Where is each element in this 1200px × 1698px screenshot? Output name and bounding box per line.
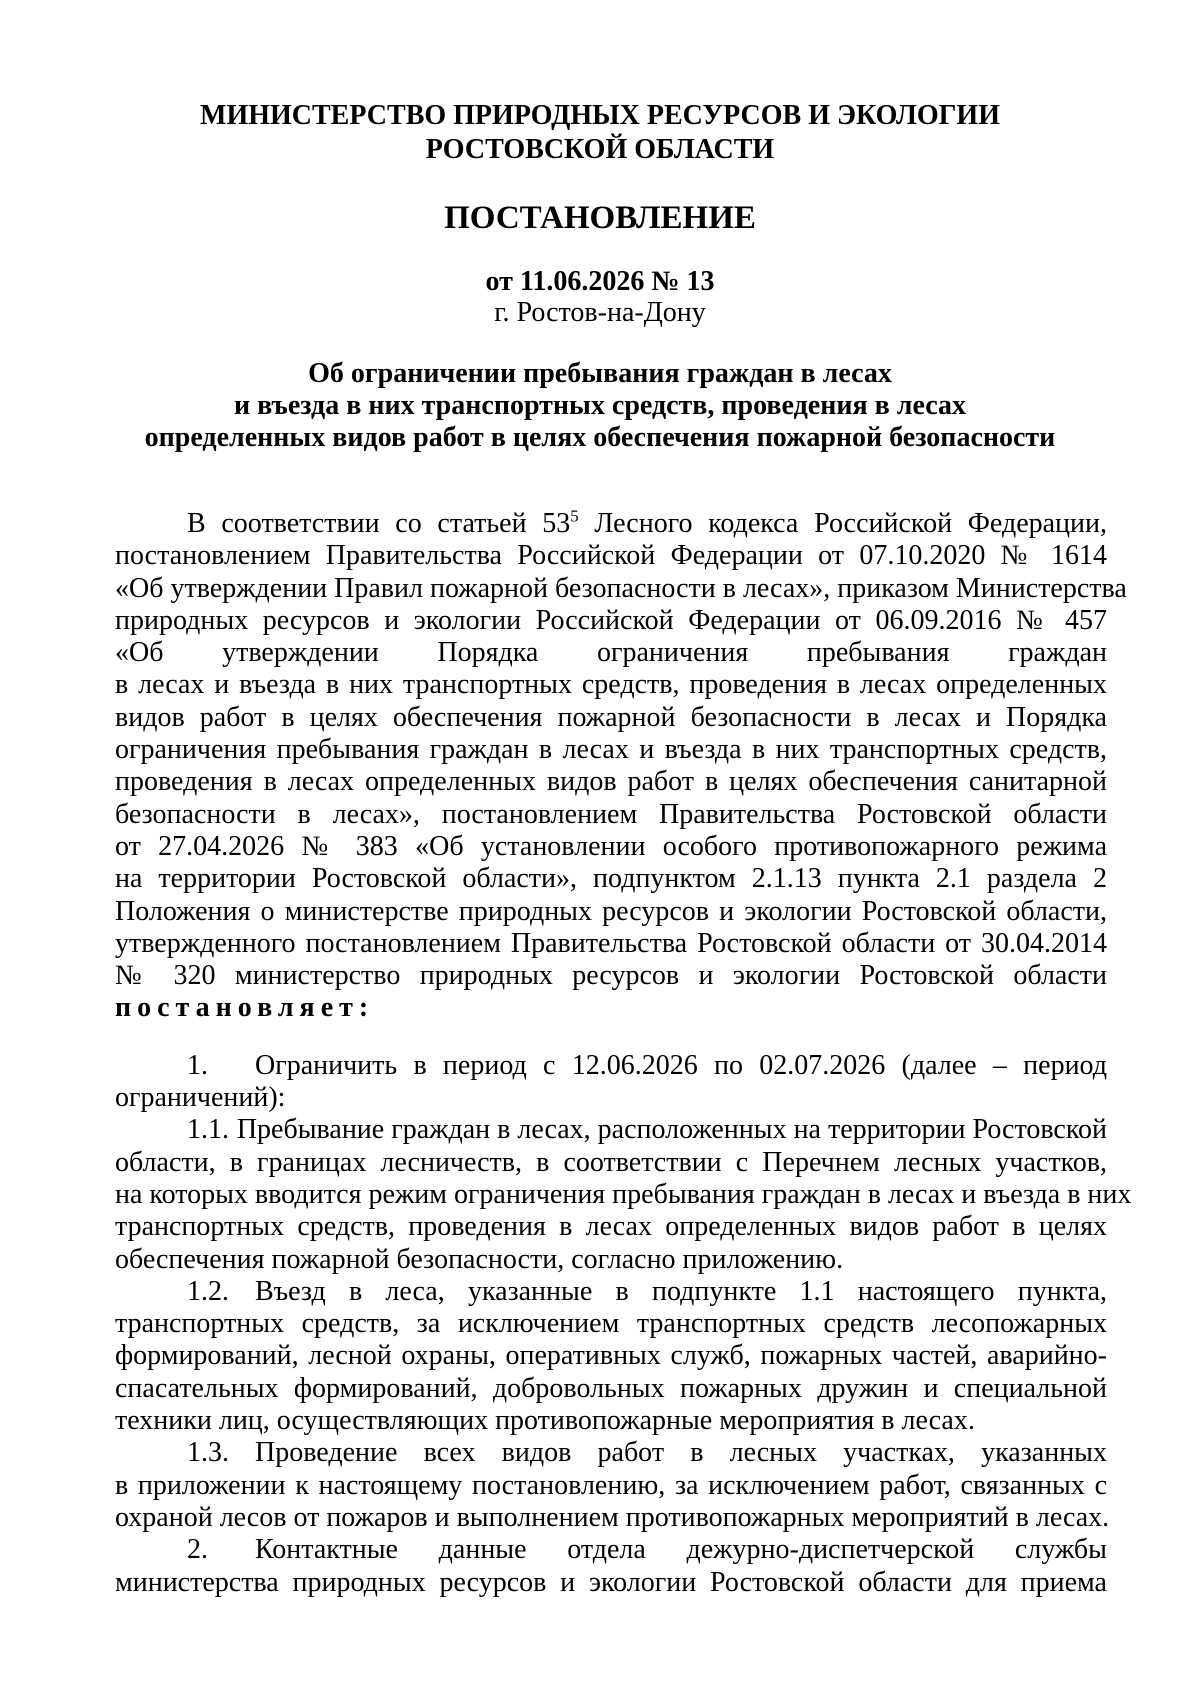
subject-line3: определенных видов работ в целях обеспечения пожарной безопасности — [144, 422, 1056, 453]
preamble-line — [115, 508, 1107, 540]
item-1-2-line — [115, 1276, 1107, 1308]
item-1-2-line: спасательных формирований, добровольных пожарных дружин и специальной — [115, 1372, 1107, 1404]
item-1-2-line: формирований, лесной охраны, оперативных служб, пожарных частей, аварийно- — [115, 1340, 1107, 1372]
item-1-1-line: области, в границах лесничеств, в соответствии с Перечнем лесных участков, — [115, 1146, 1107, 1178]
document-city: г. Ростов-на-Дону — [494, 297, 706, 328]
document-type-title: ПОСТАНОВЛЕНИЕ — [444, 200, 756, 236]
item-1-3-text: Проведение всех видов работ в лесных участках, указанных — [255, 1437, 1107, 1469]
preamble-line: проведения в лесах определенных видов работ в целях обеспечения санитарной — [115, 766, 1107, 798]
item-1-number: 1. — [187, 1049, 208, 1081]
item-2-number: 2. — [187, 1534, 208, 1566]
item-1-2-line: транспортных средств, за исключением транспортных средств лесопожарных — [115, 1308, 1107, 1340]
item-1-1-number: 1.1. — [187, 1114, 229, 1146]
preamble-line: № 320 министерство природных ресурсов и экологии Ростовской области — [115, 960, 1107, 992]
preamble-line: Положения о министерстве природных ресурсов и экологии Ростовской области, — [115, 895, 1107, 927]
preamble-text: Лесного кодекса Российской Федерации, — [578, 508, 1107, 539]
subject-line2: и въезда в них транспортных средств, проведения в лесах — [233, 390, 966, 421]
preamble-text: В соответствии со статьей 53 — [187, 508, 571, 539]
document-body — [115, 506, 1132, 1599]
item-1-2-text: Въезд в леса, указанные в подпункте 1.1 настоящего пункта, — [255, 1275, 1107, 1307]
item-1-1-line: на которых вводится режим ограничения пребывания граждан в лесах и въезда в них — [115, 1178, 1132, 1210]
preamble-line: «Об утверждении Порядка ограничения пребывания граждан — [115, 637, 1107, 669]
item-1-3-line: в приложении к настоящему постановлению, за исключением работ, связанных с — [115, 1469, 1107, 1501]
document-date-number: от 11.06.2026 № 13 — [485, 266, 715, 297]
item-1-2-line: техники лиц, осуществляющих противопожарные мероприятия в лесах. — [115, 1405, 975, 1437]
decree-word: постановляет: — [115, 992, 375, 1024]
ministry-name-line1: МИНИСТЕРСТВО ПРИРОДНЫХ РЕСУРСОВ И ЭКОЛОГИИ — [200, 100, 1000, 131]
preamble-line: на территории Ростовской области», подпунктом 2.1.13 пункта 2.1 раздела 2 — [115, 863, 1107, 895]
item-2-line: министерства природных ресурсов и экологии Ростовской области для приема — [115, 1566, 1107, 1598]
item-1-line — [115, 1050, 1107, 1082]
subject-line1: Об ограничении пребывания граждан в лесах — [308, 358, 892, 389]
decree-line — [115, 992, 1107, 1024]
ministry-name-line2: РОСТОВСКОЙ ОБЛАСТИ — [425, 134, 775, 165]
preamble-line: от 27.04.2026 № 383 «Об установлении особого противопожарного режима — [115, 830, 1107, 862]
preamble-line: безопасности в лесах», постановлением Правительства Ростовской области — [115, 798, 1107, 830]
item-1-3-number: 1.3. — [187, 1437, 229, 1469]
item-1-2-number: 1.2. — [187, 1275, 229, 1307]
item-1-line: ограничений): — [115, 1082, 286, 1114]
preamble-line: природных ресурсов и экологии Российской Федерации от 06.09.2016 № 457 — [115, 604, 1107, 636]
item-1-3-line — [115, 1437, 1107, 1469]
preamble-line: «Об утверждении Правил пожарной безопасности в лесах», приказом Министерства — [115, 572, 1127, 604]
item-1-1-line — [115, 1114, 1107, 1146]
item-1-1-line: обеспечения пожарной безопасности, согласно приложению. — [115, 1243, 844, 1275]
item-2-line — [115, 1534, 1107, 1566]
paragraph-gap — [115, 1025, 1107, 1050]
item-1-text: Ограничить в период с 12.06.2026 по 02.07.2026 (далее – период — [255, 1049, 1107, 1081]
item-1-3-line: охраной лесов от пожаров и выполнением противопожарных мероприятий в лесах. — [115, 1501, 1110, 1533]
preamble-line: ограничения пребывания граждан в лесах и въезда в них транспортных средств, — [115, 734, 1107, 766]
item-2-text: Контактные данные отдела дежурно-диспетчерской службы — [255, 1534, 1107, 1566]
preamble-line: постановлением Правительства Российской Федерации от 07.10.2020 № 1614 — [115, 540, 1107, 572]
item-1-1-text: Пребывание граждан в лесах, расположенных на территории Ростовской — [236, 1114, 1107, 1146]
item-1-1-line: транспортных средств, проведения в лесах определенных видов работ в целях — [115, 1211, 1107, 1243]
preamble-line: утвержденного постановлением Правительства Ростовской области от 30.04.2014 — [115, 927, 1107, 959]
preamble-line: в лесах и въезда в них транспортных средств, проведения в лесах определенных — [115, 669, 1107, 701]
article-superscript: 5 — [570, 506, 579, 526]
preamble-line: видов работ в целях обеспечения пожарной безопасности в лесах и Порядка — [115, 701, 1107, 733]
